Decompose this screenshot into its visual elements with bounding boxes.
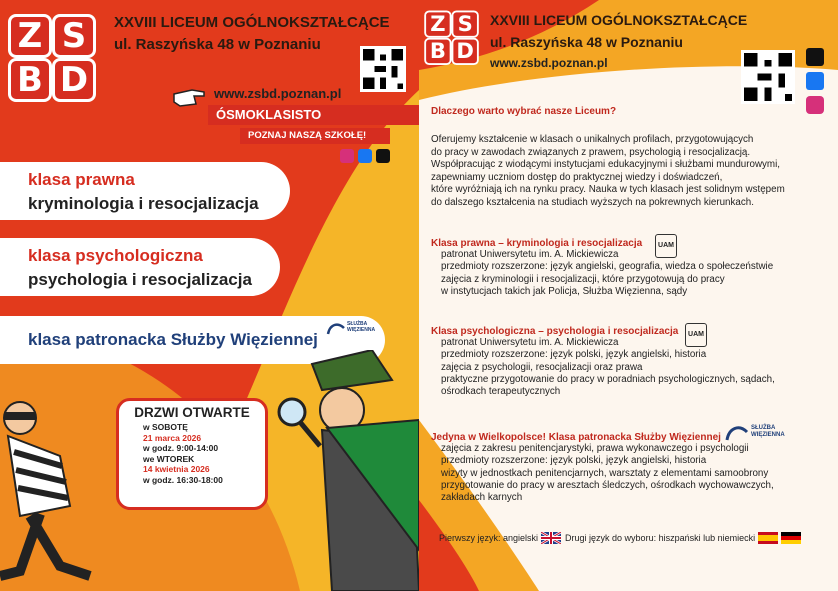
- banner-eighth-grader: ÓSMOKLASISTO: [208, 105, 419, 125]
- schedule-line: w godz. 16:30-18:00: [143, 474, 223, 485]
- section-line: zajęcia z kryminologii i resocjalizacji, które przygotowują do pracy: [441, 273, 725, 285]
- school-logo: [423, 8, 483, 68]
- section-title: Jedyna w Wielkopolsce! Klasa patronacka Służby Więziennej: [431, 432, 721, 443]
- school-logo: [6, 10, 102, 106]
- section-line: przedmioty rozszerzone: język polski, język angielski, historia: [441, 455, 707, 467]
- section-line: przygotowanie do pracy w aresztach śledczych, ośrodkach wychowawczych,: [441, 479, 774, 491]
- schedule-line: w SOBOTĘ: [143, 422, 188, 432]
- logo-letter: S: [452, 10, 479, 37]
- germany-flag-icon: [781, 532, 801, 544]
- school-url-link[interactable]: www.zsbd.poznan.pl: [490, 56, 608, 70]
- class-profile: kryminologia i resocjalizacja: [28, 194, 259, 213]
- section-line: zajęcia z psychologii, resocjalizacji oraz prawa: [441, 361, 643, 373]
- banner-get-to-know: POZNAJ NASZĄ SZKOŁĘ!: [240, 128, 390, 144]
- section-line: praktyczne przygotowanie do pracy w poradniach psychologicznych, sądach,: [441, 373, 775, 385]
- section-law: [431, 238, 773, 298]
- why-heading: Dlaczego warto wybrać nasze Liceum?: [431, 106, 617, 117]
- social-icons: [340, 149, 390, 163]
- prison-service-logo-icon: [725, 422, 749, 442]
- class-card-law: [0, 162, 290, 220]
- tiktok-icon[interactable]: [376, 149, 390, 163]
- school-address: ul. Raszyńska 48 w Poznaniu: [114, 36, 321, 53]
- section-line: w instytucjach takich jak Policja, Służba Więzienna, sądy: [441, 285, 688, 297]
- schedule-line: we WTOREK: [143, 453, 195, 464]
- pointing-hand-icon: [172, 82, 206, 110]
- logo-letter: D: [52, 58, 96, 102]
- logo-letter: B: [424, 38, 451, 65]
- school-title: XXVIII LICEUM OGÓLNOKSZTAŁCĄCE: [114, 14, 390, 31]
- instagram-icon[interactable]: [340, 149, 354, 163]
- uam-logo-icon: UAM: [655, 234, 677, 258]
- intro-paragraph: [431, 134, 785, 210]
- prison-service-logo-icon: [326, 320, 346, 336]
- thief-illustration: [0, 396, 110, 591]
- qr-code-icon[interactable]: [360, 46, 406, 92]
- intro-line: które wyróżniają ich na rynku pracy. Nauka w tych klasach jest solidnym wstępem: [431, 184, 785, 196]
- class-name: klasa prawna: [28, 170, 135, 189]
- logo-letter: D: [452, 38, 479, 65]
- patron-class-label: klasa patronacka Służby Więziennej: [28, 330, 318, 349]
- detective-illustration: [272, 350, 419, 591]
- instagram-icon[interactable]: [806, 96, 824, 114]
- schedule-line: 21 marca 2026: [143, 432, 202, 443]
- section-line: ośrodkach terapeutycznych: [441, 386, 561, 398]
- class-name: klasa psychologiczna: [28, 246, 203, 265]
- qr-code-icon[interactable]: [741, 50, 795, 104]
- open-days-title: DRZWI OTWARTE: [134, 405, 250, 420]
- section-psychology: [431, 326, 775, 398]
- logo-letter: Z: [424, 10, 451, 37]
- section-title: Klasa prawna – kryminologia i resocjalizacja: [431, 238, 643, 249]
- intro-line: zapewniamy uczniom dostęp do praktycznej wiedzy i doświadczeń,: [431, 171, 723, 183]
- section-line: przedmioty rozszerzone: język angielski, geografia, wiedza o społeczeństwie: [441, 261, 774, 273]
- logo-letter: B: [8, 58, 52, 102]
- open-days-schedule: [125, 422, 259, 485]
- school-address: ul. Raszyńska 48 w Poznaniu: [490, 34, 683, 50]
- section-title: Klasa psychologiczna – psychologia i resocjalizacja: [431, 326, 679, 337]
- school-url-link[interactable]: www.zsbd.poznan.pl: [214, 86, 342, 101]
- logo-letter: S: [52, 14, 96, 58]
- schedule-line: 14 kwietnia 2026: [143, 464, 210, 474]
- second-language: Drugi język do wyboru: hiszpański lub niemiecki: [565, 533, 756, 543]
- prison-service-logo-text: SŁUŻBA WIĘZIENNA: [347, 321, 376, 333]
- open-days-bubble: [116, 398, 268, 510]
- section-line: zakładach karnych: [441, 492, 523, 504]
- section-line: patronat Uniwersytetu im. A. Mickiewicza: [441, 249, 619, 260]
- spain-flag-icon: [758, 532, 778, 544]
- school-title: XXVIII LICEUM OGÓLNOKSZTAŁCĄCE: [490, 12, 748, 28]
- first-language: Pierwszy język: angielski: [439, 533, 539, 543]
- social-icons: [806, 48, 824, 114]
- section-line: przedmioty rozszerzone: język polski, język angielski, historia: [441, 349, 707, 361]
- section-line: wizyty w jednostkach penitencjarnych, warsztaty z elementami samoobrony: [441, 467, 769, 479]
- tiktok-icon[interactable]: [806, 48, 824, 66]
- intro-line: do pracy w zawodach związanych z prawem, psychologią i resocjalizacją.: [431, 146, 751, 158]
- schedule-line: w godz. 9:00-14:00: [143, 443, 219, 453]
- section-line: patronat Uniwersytetu im. A. Mickiewicza: [441, 337, 619, 348]
- class-profile: psychologia i resocjalizacja: [28, 270, 252, 289]
- facebook-icon[interactable]: [806, 72, 824, 90]
- uk-flag-icon: [541, 532, 561, 544]
- facebook-icon[interactable]: [358, 149, 372, 163]
- intro-line: Współpracując z wiodącymi instytucjami edukacyjnymi i służbami mundurowymi,: [431, 159, 780, 171]
- section-line: zajęcia z zakresu penitencjarystyki, prawa wykonawczego i psychologii: [441, 443, 749, 454]
- class-card-psychology: [0, 238, 280, 296]
- right-page: [419, 0, 838, 591]
- intro-line: do dalszego kształcenia na studiach wyższych na pokrewnych kierunkach.: [431, 196, 754, 208]
- languages-line: [439, 532, 801, 544]
- uam-logo-icon: UAM: [685, 323, 707, 347]
- prison-service-logo-text: SŁUŻBA WIĘZIENNA: [751, 425, 785, 438]
- logo-letter: Z: [8, 14, 52, 58]
- intro-line: Oferujemy kształcenie w klasach o unikalnych profilach, przygotowujących: [431, 134, 754, 145]
- section-prison-service: [431, 432, 774, 504]
